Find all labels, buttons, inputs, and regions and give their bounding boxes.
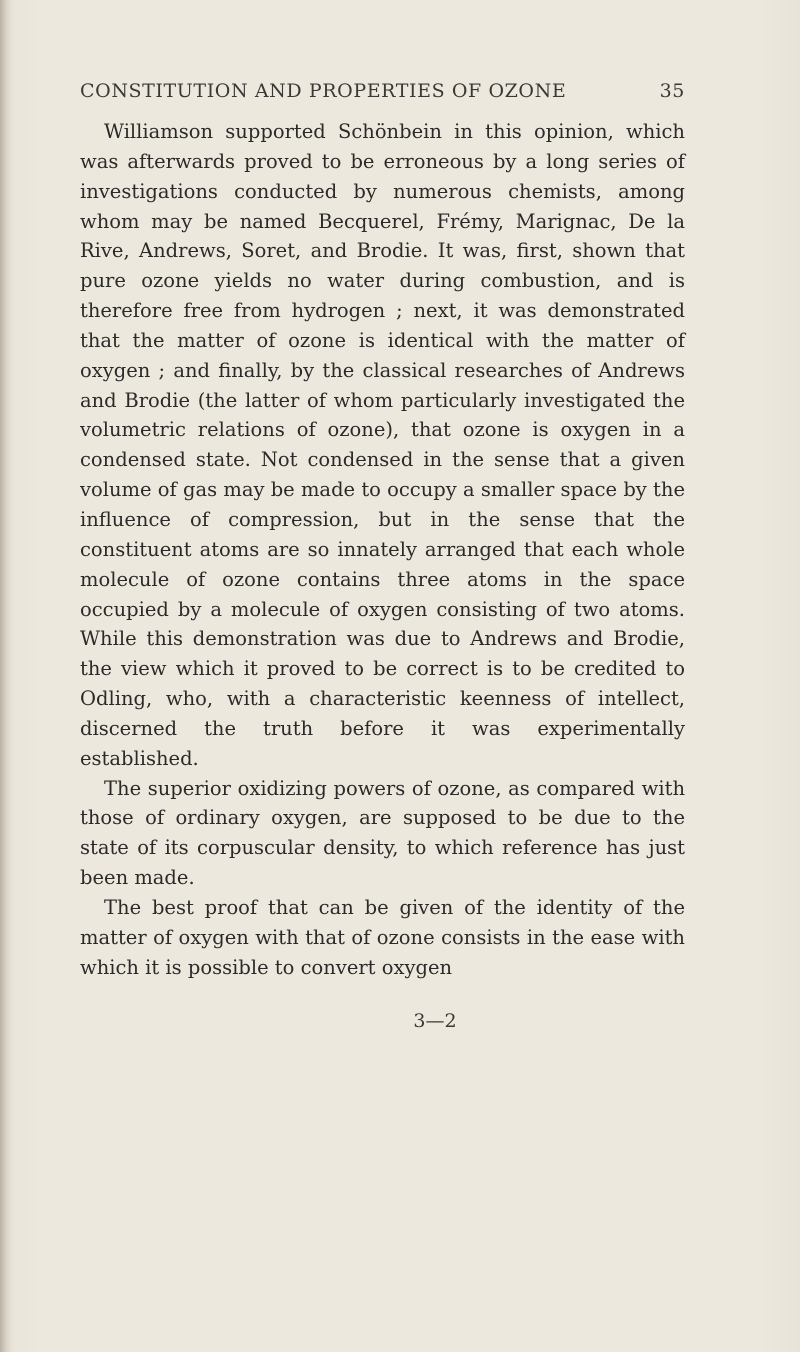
running-head-title: CONSTITUTION AND PROPERTIES OF OZONE <box>80 80 567 102</box>
body-text <box>80 117 685 982</box>
printer-signature-mark <box>0 1010 800 1032</box>
signature-text: 3—2 <box>413 1010 457 1032</box>
page-number: 35 <box>659 80 685 102</box>
page-gutter-shadow <box>0 0 10 1352</box>
paragraph: The best proof that can be given of the identity of the matter of oxygen with that of ozone consists in the ease with which it is possible to convert oxygen <box>80 895 685 979</box>
paragraph: Williamson supported Schönbein in this opinion, which was afterwards proved to be erroneous by a long series of investigations conducted by numerous chemists, among whom may be named Becquerel, Frémy, Marignac, De la Rive, Andrews, Soret, and Brodie. It was, first, shown that pure ozone yields no water during combustion, and is therefore free from hydrogen ; next, it was demonstrated that the matter of ozone is identical with the matter of oxygen ; and finally, by the classical researches of Andrews and Brodie (the latter of whom particularly investigated the volumetric relations of ozone), that ozone is oxygen in a condensed state. Not condensed in the sense that a given volume of gas may be made to occupy a smaller space by the influence of compression, but in the sense that the constituent atoms are so innately arranged that each whole molecule of ozone contains three atoms in the space occupied by a molecule of oxygen consisting of two atoms. While this demonstration was due to Andrews and Brodie, the view which it proved to be correct is to be credited to Odling, who, with a characteristic keenness of intellect, discerned the truth before it was experimentally established. <box>80 120 685 770</box>
paragraph: The superior oxidizing powers of ozone, as compared with those of ordinary oxygen, are supposed to be due to the state of its corpuscular density, to which reference has just been made. <box>80 776 685 890</box>
